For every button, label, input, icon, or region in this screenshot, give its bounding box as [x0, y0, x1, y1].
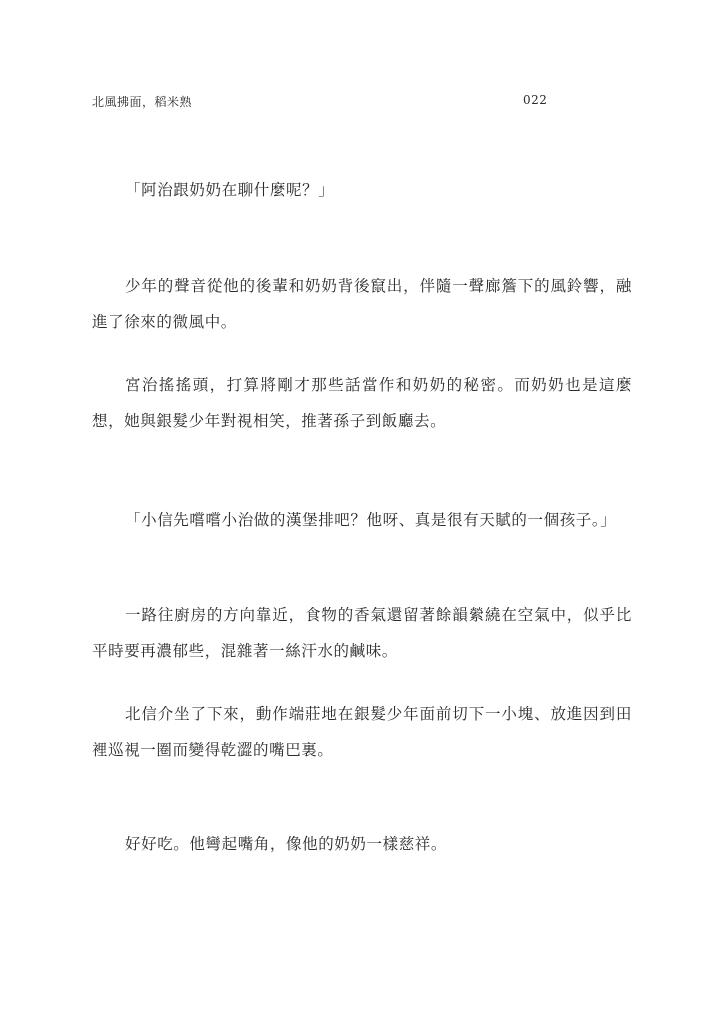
book-title: 北風拂面，稻米熟 — [92, 95, 193, 109]
paragraph-narration-2: 宮治搖搖頭，打算將剛才那些話當作和奶奶的秘密。而奶奶也是這麼想，她與銀髮少年對視相笑，推著孫子到飯廳去。 — [92, 376, 632, 430]
paragraph-dialogue-1: 「阿治跟奶奶在聊什麼呢？」 — [125, 181, 335, 199]
paragraph-narration-3: 一路往廚房的方向靠近，食物的香氣還留著餘韻縈繞在空氣中，似乎比平時要再濃郁些，混雜著一絲汗水的鹹味。 — [92, 606, 632, 660]
paragraph-dialogue-2: 「小信先嚐嚐小治做的漢堡排吧？他呀、真是很有天賦的一個孩子。」 — [125, 511, 617, 529]
page-number: 022 — [523, 93, 548, 107]
running-header — [92, 93, 552, 111]
paragraph-narration-4: 北信介坐了下來，動作端莊地在銀髮少年面前切下一小塊、放進因到田裡巡視一圈而變得乾澀的嘴巴裏。 — [92, 705, 632, 759]
paragraph-narration-1: 少年的聲音從他的後輩和奶奶背後竄出，伴隨一聲廊簷下的風鈴響，融進了徐來的微風中。 — [92, 277, 632, 331]
paragraph-narration-5: 好好吃。他彎起嘴角，像他的奶奶一樣慈祥。 — [125, 835, 448, 853]
